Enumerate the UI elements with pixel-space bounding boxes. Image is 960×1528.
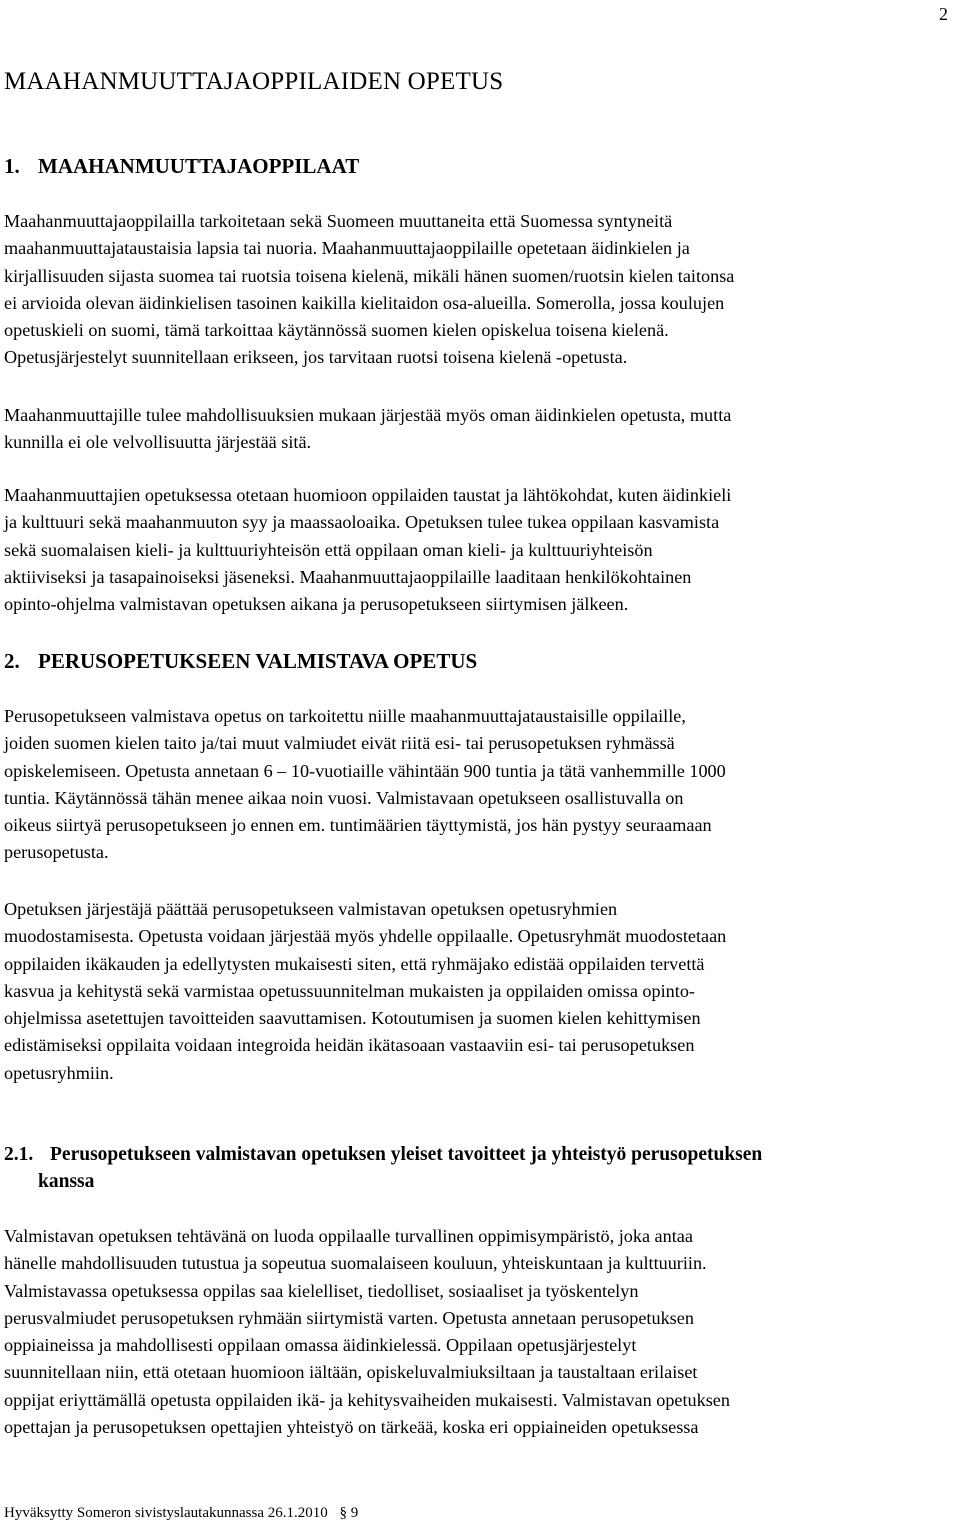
section-title: MAAHANMUUTTAJAOPPILAAT: [38, 154, 360, 178]
text-line: tuntia. Käytännössä tähän menee aikaa noin vuosi. Valmistavaan opetukseen osallistuvalla on: [4, 787, 684, 808]
text-line: kirjallisuuden sijasta suomea tai ruotsia toisena kielenä, mikäli hänen suomen/ruotsin kielen taitonsa: [4, 265, 735, 286]
text-line: Valmistavassa opetuksessa oppilas saa kielelliset, tiedolliset, sosiaaliset ja työskentelyn: [4, 1280, 639, 1301]
text-line: opetuskieli on suomi, tämä tarkoittaa käytännössä suomen kielen opiskelua toisena kielenä.: [4, 320, 669, 341]
text-line: maahanmuuttajataustaisia lapsia tai nuoria. Maahanmuuttajaoppilaille opetetaan äidinkielen ja: [4, 238, 690, 259]
text-line: oppijat eriyttämällä opetusta oppilaiden ikä- ja kehitysvaiheiden mukaisesti. Valmistavan opetuksen: [4, 1389, 730, 1410]
text-line: muodostamisesta. Opetusta voidaan järjestää myös yhdelle oppilaalle. Opetusryhmät muodostetaan: [4, 926, 727, 947]
text-line: kasvua ja kehitystä sekä varmistaa opetussuunnitelman mukaisten ja oppilaiden omissa opinto-: [4, 980, 695, 1001]
text-line: ohjelmissa asetettujen tavoitteiden saavuttamisen. Kotoutumisen ja suomen kielen kehittymisen: [4, 1008, 701, 1029]
page-number: 2: [939, 4, 948, 24]
text-line: Maahanmuuttajien opetuksessa otetaan huomioon oppilaiden taustat ja lähtökohdat, kuten äidinkieli: [4, 485, 732, 505]
text-line: Maahanmuuttajille tulee mahdollisuuksien mukaan järjestää myös oman äidinkielen opetusta, mutta: [4, 405, 732, 425]
text-line: opetusryhmiin.: [4, 1062, 114, 1083]
text-line: Opetusjärjestelyt suunnitellaan erikseen, jos tarvitaan ruotsi toisena kielenä -opetusta.: [4, 347, 628, 368]
text-line: Maahanmuuttajaoppilailla tarkoitetaan sekä Suomeen muuttaneita että Suomessa syntyneitä: [4, 211, 673, 231]
text-line: perusvalmiudet perusopetuksen ryhmään siirtymistä varten. Opetusta annetaan perusopetuksen: [4, 1307, 694, 1328]
paragraph-2: [4, 402, 956, 457]
text-line: ei arvioida olevan äidinkielisen tasoinen kaikilla kielitaidon osa-alueilla. Somerolla, jossa koulujen: [4, 292, 725, 313]
document-title: MAAHANMUUTTAJAOPPILAIDEN OPETUS: [4, 68, 504, 95]
text-line: oikeus siirtyä perusopetukseen jo ennen em. tuntimäärien täyttymistä, jos hän pystyy seuraamaan: [4, 815, 712, 836]
text-line: Perusopetukseen valmistava opetus on tarkoitettu niille maahanmuuttajataustaisille oppilaille,: [4, 706, 686, 726]
text-line: opettajan ja perusopetuksen opettajien yhteistyö on tärkeää, koska eri oppiaineiden opetuksessa: [4, 1417, 699, 1438]
paragraph-3: [4, 482, 956, 618]
subsection-heading-2-1: [4, 1141, 934, 1195]
paragraph-1: [4, 208, 956, 372]
text-line: aktiiviseksi ja tasapainoiseksi jäseneksi. Maahanmuuttajaoppilaille laaditaan henkilökohtainen: [4, 566, 692, 587]
text-line: suunnitellaan niin, että otetaan huomioon iältään, opiskeluvalmiuksiltaan ja taustaltaan erilaiset: [4, 1362, 698, 1383]
text-line: Valmistavan opetuksen tehtävänä on luoda oppilaalle turvallinen oppimisympäristö, joka antaa: [4, 1226, 693, 1246]
section-heading-2: [4, 649, 477, 674]
footer-approval-note: [4, 1505, 358, 1522]
section-title: PERUSOPETUKSEEN VALMISTAVA OPETUS: [38, 649, 478, 673]
paragraph-6: [4, 1223, 956, 1441]
text-line: edistämiseksi oppilaita voidaan integroida heidän ikätasoaan vastaaviin esi- tai perusopetuksen: [4, 1035, 695, 1056]
section-title-line-2: kanssa: [38, 1171, 95, 1192]
section-number: 2.1.: [4, 1144, 34, 1165]
text-line: sekä suomalaisen kieli- ja kulttuuriyhteisön että oppilaan oman kieli- ja kulttuuriyhteisön: [4, 539, 653, 560]
footer-text: Hyväksytty Someron sivistyslautakunnassa 26.1.2010: [4, 1505, 328, 1521]
section-number: 1.: [4, 154, 20, 178]
paragraph-5: [4, 896, 956, 1087]
footer-number: 9: [350, 1505, 359, 1521]
section-heading-1: [4, 154, 359, 179]
section-sign: §: [339, 1505, 347, 1521]
text-line: joiden suomen kielen taito ja/tai muut valmiudet eivät riitä esi- tai perusopetuksen ryhmässä: [4, 733, 675, 754]
text-line: opinto-ohjelma valmistavan opetuksen aikana ja perusopetukseen siirtymisen jälkeen.: [4, 594, 629, 615]
text-line: kunnilla ei ole velvollisuutta järjestää sitä.: [4, 432, 312, 453]
text-line: opiskelemiseen. Opetusta annetaan 6 – 10-vuotiaille vähintään 900 tuntia ja tätä vanhemmille 1000: [4, 760, 726, 781]
section-number: 2.: [4, 649, 20, 673]
text-line: Opetuksen järjestäjä päättää perusopetukseen valmistavan opetuksen opetusryhmien: [4, 899, 618, 919]
text-line: oppilaiden ikäkauden ja edellytysten mukaisesti siten, että ryhmäjako edistää oppilaiden tervettä: [4, 953, 705, 974]
paragraph-4: [4, 703, 956, 867]
text-line: ja kulttuuri sekä maahanmuuton syy ja maassaoloaika. Opetuksen tulee tukea oppilaan kasvamista: [4, 512, 720, 533]
section-title-line-1: Perusopetukseen valmistavan opetuksen yleiset tavoitteet ja yhteistyö perusopetuksen: [50, 1144, 763, 1165]
text-line: oppiaineissa ja mahdollisesti oppilaan omassa äidinkielessä. Oppilaan opetusjärjestelyt: [4, 1335, 637, 1356]
text-line: hänelle mahdollisuuden tutustua ja sopeutua suomalaiseen kouluun, yhteiskuntaan ja kulttuuriin.: [4, 1253, 707, 1274]
text-line: perusopetusta.: [4, 842, 109, 863]
